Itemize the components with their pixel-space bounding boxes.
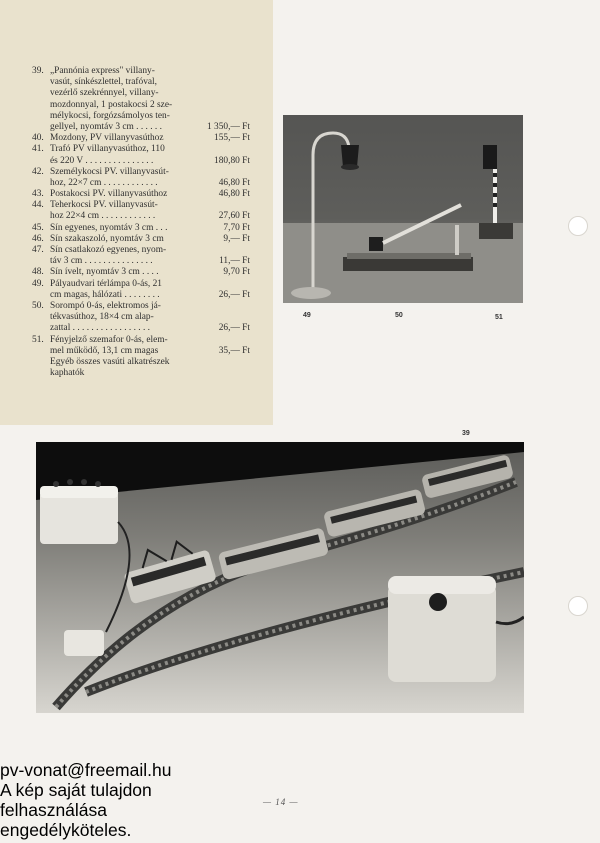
item-description-line: gellyel, nyomtáv 3 cm . . . . . . 1 350,— Ft [50,121,250,132]
caption-39: 39 [462,430,470,437]
item-price: 26,— Ft [218,323,250,334]
item-number: 40. [32,133,44,144]
item-description-line: vasút, sínkészlettel, trafóval, [50,77,157,88]
watermark-email: pv-vonat@freemail.hu [0,760,172,780]
item-description-line: „Pannónia express" villany- [50,66,155,76]
price-list [32,66,250,379]
item-number: 44. [32,200,44,211]
item-description-line: Postakocsi PV. villanyvasúthoz 46,80 Ft [50,189,250,200]
list-footnote: kaphatók [50,368,85,379]
item-description-line: cm magas, hálózati . . . . . . . . 26,— Ft [50,289,250,300]
item-price: 9,— Ft [223,233,250,244]
caption-51: 51 [495,314,503,321]
caption-50: 50 [395,312,403,319]
list-item [32,279,250,301]
item-description-line: mozdonnyal, 1 postakocsi 2 sze- [50,99,173,110]
list-item [32,245,250,267]
item-description-line: Sín egyenes, nyomtáv 3 cm . . . 7,70 Ft [50,222,250,233]
item-description-line: Sorompó 0-ás, elektromos já- [50,300,161,311]
item-description-line: Sín szakaszoló, nyomtáv 3 cm 9,— Ft [50,233,250,244]
item-number: 39. [32,66,44,76]
item-number: 42. [32,166,44,177]
item-description-line: Fényjelző szemafor 0-ás, elem- [50,334,168,345]
item-description-line: Teherkocsi PV. villanyvasút- [50,200,158,211]
item-number: 49. [32,278,44,289]
watermark-notice [0,760,171,840]
item-number: 46. [32,233,44,244]
item-price: 11,— Ft [219,256,250,267]
item-description-line: mélykocsi, forgózsámolyos ten- [50,110,170,121]
item-description-line: Trafó PV villanyvasúthoz, 110 [50,144,165,155]
photo-lamp-barrier-signal [283,115,523,303]
list-item [32,144,250,166]
item-price: 46,80 Ft [218,189,250,200]
list-footnote: Egyéb összes vasúti alkatrészek [50,356,170,367]
item-description-line: hoz, 22×7 cm . . . . . . . . . . . . 46,80 Ft [50,177,250,188]
punch-hole [568,596,588,616]
item-description-line: Pályaudvari térlámpa 0-ás, 21 [50,278,162,289]
page-number: — 14 — [263,797,299,807]
list-item [32,189,250,200]
list-item [32,267,250,278]
item-description-line: Személykocsi PV. villanyvasút- [50,166,169,177]
item-price: 7,70 Ft [223,222,250,233]
list-item [32,223,250,234]
list-item [32,200,250,222]
watermark-line: A kép saját tulajdon [0,780,152,800]
list-item [32,167,250,189]
item-number: 47. [32,245,44,255]
punch-hole [568,216,588,236]
list-item [32,301,250,335]
item-description-line: táv 3 cm . . . . . . . . . . . . . . . 11,— Ft [50,256,250,267]
item-number: 45. [32,222,44,233]
item-description-line: vezérlő szekrénnyel, villany- [50,88,159,99]
item-price: 27,60 Ft [218,211,250,222]
item-description-line: Sín csatlakozó egyenes, nyom- [50,245,167,255]
item-description-line: és 220 V . . . . . . . . . . . . . . . 180,80 Ft [50,155,250,166]
watermark-line: felhasználása [0,800,108,820]
item-price: 35,— Ft [218,345,250,356]
item-description-line: Mozdony, PV villanyvasúthoz 155,— Ft [50,133,250,144]
caption-49: 49 [303,312,311,319]
item-description-line: Sín ívelt, nyomtáv 3 cm . . . . 9,70 Ft [50,267,250,278]
item-price: 1 350,— Ft [207,121,250,132]
item-description-line: tékvasúthoz, 18×4 cm alap- [50,312,154,323]
item-price: 46,80 Ft [218,177,250,188]
list-item [32,133,250,144]
list-item [32,335,250,357]
item-number: 43. [32,189,44,200]
photo-train-set [36,442,524,713]
item-number: 51. [32,334,44,345]
list-item [32,234,250,245]
item-number: 50. [32,300,44,311]
item-price: 180,80 Ft [214,155,250,166]
item-price: 155,— Ft [214,133,250,144]
item-description-line: zattal . . . . . . . . . . . . . . . . . 26,— Ft [50,323,250,334]
item-price: 9,70 Ft [223,267,250,278]
item-price: 26,— Ft [218,289,250,300]
item-number: 41. [32,144,44,155]
item-description-line: mel működő, 13,1 cm magas 35,— Ft [50,345,250,356]
item-description-line: hoz 22×4 cm . . . . . . . . . . . . 27,60 Ft [50,211,250,222]
watermark-line: engedélyköteles. [0,820,132,840]
item-number: 48. [32,267,44,278]
list-item [32,66,250,133]
